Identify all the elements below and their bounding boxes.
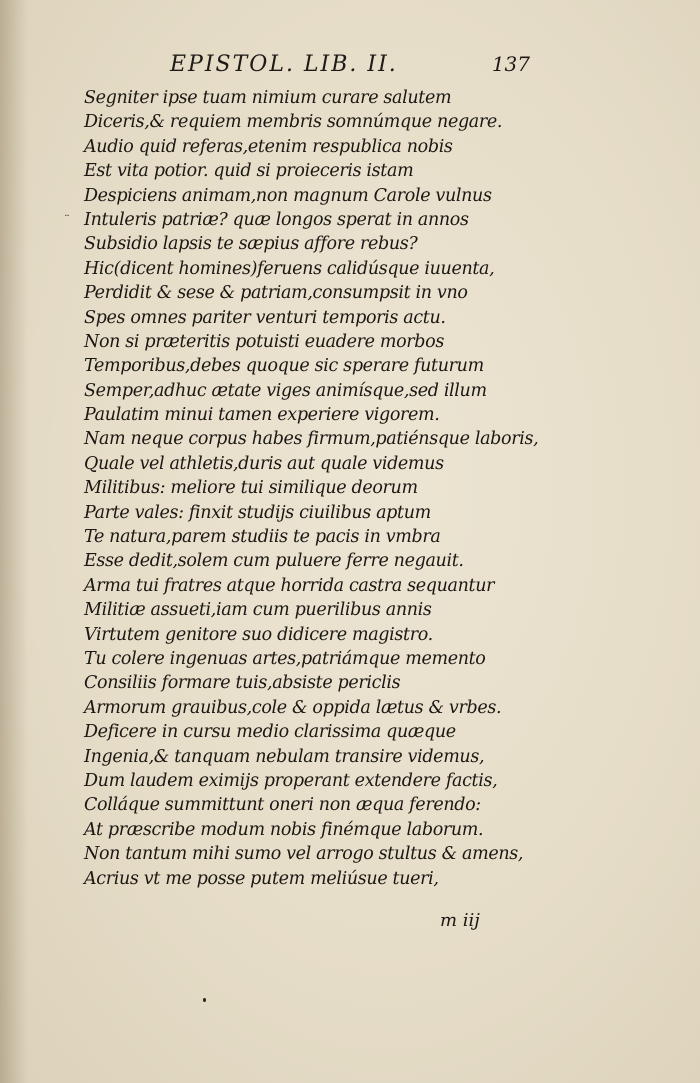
page-header xyxy=(170,52,530,82)
verse-line: Paulatim minui tamen experiere vigorem. xyxy=(84,405,440,426)
verse-line: Te natura,parem studiis te pacis in vmbra xyxy=(84,527,441,548)
verse-line: Quale vel athletis,duris aut quale videmus xyxy=(84,453,444,474)
verse-line: Ingenia,& tanquam nebulam transire videmus, xyxy=(84,746,485,767)
show-through-text xyxy=(582,70,692,950)
verse-line: Armorum grauibus,cole & oppida lætus & vrbes. xyxy=(84,697,502,718)
verse-line: Temporibus,debes quoque sic sperare futurum xyxy=(84,356,484,377)
verse-line: Colláque summittunt oneri non æqua ferendo: xyxy=(84,795,481,816)
verse-line: Subsidio lapsis te sæpius affore rebus? xyxy=(84,234,418,255)
verse-line: Hic(dicent homines)feruens calidúsque iuuenta, xyxy=(84,258,495,279)
verse-line: Dum laudem eximijs properant extendere factis, xyxy=(84,770,498,791)
verse-line: Non si præteritis potuisti euadere morbos xyxy=(84,331,444,352)
verse-line: Acrius vt me posse putem meliúsue tueri, xyxy=(84,868,439,889)
verse-line: Segniter ipse tuam nimium curare salutem xyxy=(84,88,452,108)
verse-line: Semper,adhuc ætate viges animísque,sed illum xyxy=(84,380,487,401)
verse-line: Spes omnes pariter venturi temporis actu. xyxy=(84,307,446,328)
verse-line: Tu colere ingenuas artes,patriámque memento xyxy=(84,648,486,669)
verse-line: Diceris,& requiem membris somnúmque negare. xyxy=(84,112,503,133)
verse-line: Virtutem genitore suo didicere magistro. xyxy=(84,624,433,645)
running-title: EPISTOL. LIB. II. xyxy=(170,52,398,77)
signature-mark: m iij xyxy=(440,910,480,931)
gutter-shadow xyxy=(0,0,28,1083)
verse-line: Deficere in cursu medio clarissima quæque xyxy=(84,722,456,743)
margin-mark: ¨ xyxy=(64,213,70,227)
verse-line: Despiciens animam,non magnum Carole vulnus xyxy=(84,185,492,206)
verse-line: Esse dedit,solem cum puluere ferre negauit. xyxy=(84,551,464,572)
verse-block xyxy=(84,86,554,891)
verse-line: Audio quid referas,etenim respublica nobis xyxy=(84,136,453,157)
verse-line: Intuleris patriæ? quæ longos sperat in annos xyxy=(84,209,469,230)
verse-line: Militiæ assueti,iam cum puerilibus annis xyxy=(84,600,432,621)
ink-speck xyxy=(203,998,206,1002)
verse-line: Nam neque corpus habes firmum,patiénsque laboris, xyxy=(84,429,539,450)
verse-line: Perdidit & sese & patriam,consumpsit in vno xyxy=(84,283,468,304)
verse-line: Militibus: meliore tui similique deorum xyxy=(84,478,418,499)
verse-line: Consiliis formare tuis,absiste periclis xyxy=(84,673,401,694)
verse-line: Est vita potior. quid si proieceris istam xyxy=(84,161,414,182)
verse-line: At præscribe modum nobis finémque laborum. xyxy=(84,819,484,840)
verse-line: Parte vales: finxit studijs ciuilibus aptum xyxy=(84,502,431,523)
verse-line: Arma tui fratres atque horrida castra sequantur xyxy=(84,575,495,596)
verse-line: Non tantum mihi sumo vel arrogo stultus & amens, xyxy=(84,844,524,865)
page-number: 137 xyxy=(491,52,530,76)
